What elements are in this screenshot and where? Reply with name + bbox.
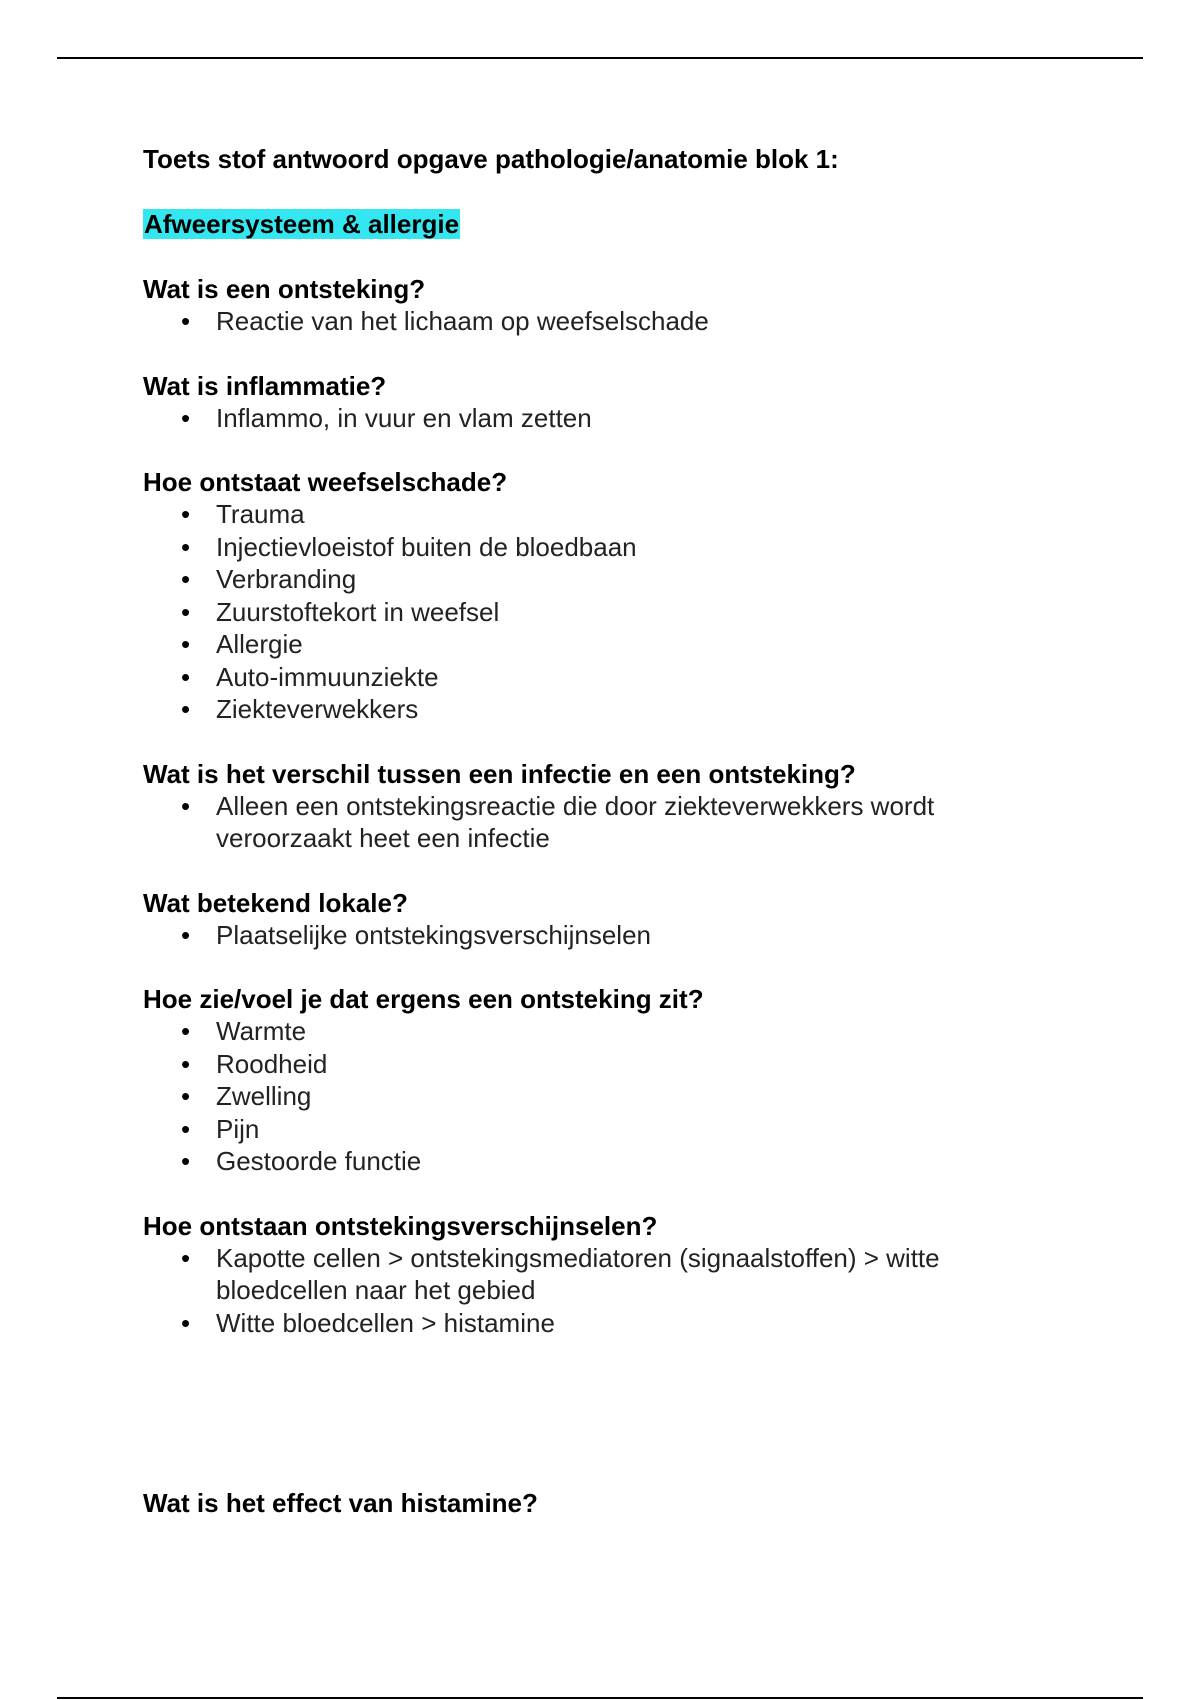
answer-text: Inflammo, in vuur en vlam zetten (216, 402, 592, 433)
bullet-icon: • (181, 1048, 191, 1079)
answer-item (143, 1145, 1043, 1178)
qa-block (143, 887, 1043, 952)
answer-list (143, 919, 1043, 952)
bullet-icon: • (181, 661, 191, 692)
bullet-icon: • (181, 499, 191, 529)
answer-text: Verbranding (216, 564, 357, 594)
answer-text: Trauma (216, 499, 305, 529)
answer-text: Gestoorde functie (216, 1146, 422, 1176)
answer-text: Auto-immuunziekte (216, 661, 439, 692)
answer-item (143, 596, 1043, 629)
answer-text: Allergie (216, 629, 303, 659)
answer-item (143, 498, 1043, 531)
answer-item (143, 1080, 1043, 1113)
bullet-icon: • (181, 402, 191, 433)
question: Wat is het effect van histamine? (143, 1488, 538, 1518)
bullet-icon: • (181, 564, 191, 594)
document-body (143, 143, 1043, 1551)
answer-text: Injectievloeistof buiten de bloedbaan (216, 531, 637, 562)
qa-block (143, 983, 1043, 1178)
answer-text: Warmte (216, 1016, 307, 1046)
answer-text: Alleen een ontstekingsreactie die door ziekteverwekkers wordt veroorzaakt heet een infectie (216, 790, 935, 853)
qa-block (143, 1487, 1043, 1519)
answer-item (143, 661, 1043, 694)
answer-list (143, 1242, 1043, 1340)
answer-text: Zuurstoftekort in weefsel (216, 596, 500, 627)
qa-block (143, 758, 1043, 855)
answer-list (143, 402, 1043, 435)
answer-text: Zwelling (216, 1081, 312, 1111)
question: Hoe ontstaat weefselschade? (143, 467, 508, 497)
bullet-icon: • (181, 790, 191, 821)
document-title: Toets stof antwoord opgave pathologie/anatomie blok 1: (143, 144, 839, 174)
answer-item (143, 919, 1043, 952)
answer-item (143, 1242, 1043, 1307)
page-bottom-rule (57, 1697, 1143, 1699)
answer-text: Plaatselijke ontstekingsverschijnselen (216, 919, 652, 950)
question: Wat is een ontsteking? (143, 274, 426, 304)
bullet-icon: • (181, 1081, 191, 1111)
bullet-icon: • (181, 306, 191, 336)
bullet-icon: • (181, 1016, 191, 1046)
answer-item (143, 1113, 1043, 1146)
answer-item (143, 790, 1043, 855)
answer-item (143, 628, 1043, 661)
answer-item (143, 563, 1043, 596)
answer-list (143, 305, 1043, 338)
answer-item (143, 1307, 1043, 1340)
bullet-icon: • (181, 531, 191, 562)
bullet-icon: • (181, 694, 191, 724)
answer-list (143, 790, 1043, 855)
bullet-icon: • (181, 1242, 191, 1273)
qa-block (143, 273, 1043, 338)
answer-item (143, 402, 1043, 435)
bullet-icon: • (181, 1113, 191, 1144)
question: Wat betekend lokale? (143, 887, 408, 918)
answer-text: Witte bloedcellen > histamine (216, 1307, 555, 1338)
answer-item (143, 693, 1043, 726)
answer-text: Pijn (216, 1113, 260, 1144)
answer-text: Reactie van het lichaam op weefselschade (216, 306, 709, 336)
answer-text: Kapotte cellen > ontstekingsmediatoren (signaalstoffen) > witte bloedcellen naar het gebied (216, 1242, 940, 1305)
answer-text: Ziekteverwekkers (216, 694, 419, 724)
answer-list (143, 1015, 1043, 1178)
page-top-rule (57, 57, 1143, 59)
bullet-icon: • (181, 596, 191, 627)
qa-block (143, 1210, 1043, 1340)
bullet-icon: • (181, 629, 191, 659)
qa-block (143, 466, 1043, 726)
answer-text: Roodheid (216, 1048, 328, 1079)
bullet-icon: • (181, 1307, 191, 1338)
answer-item (143, 1015, 1043, 1048)
question: Wat is inflammatie? (143, 370, 387, 401)
qa-block (143, 370, 1043, 435)
question: Wat is het verschil tussen een infectie en een ontsteking? (143, 758, 856, 789)
bullet-icon: • (181, 1146, 191, 1176)
bullet-icon: • (181, 919, 191, 950)
answer-list (143, 498, 1043, 726)
question: Hoe zie/voel je dat ergens een ontsteking zit? (143, 984, 704, 1014)
question: Hoe ontstaan ontstekingsverschijnselen? (143, 1210, 658, 1241)
section-heading-highlight: Afweersysteem & allergie (144, 209, 460, 239)
answer-item (143, 531, 1043, 564)
answer-item (143, 1048, 1043, 1081)
answer-item (143, 305, 1043, 338)
section-heading (143, 208, 1043, 240)
